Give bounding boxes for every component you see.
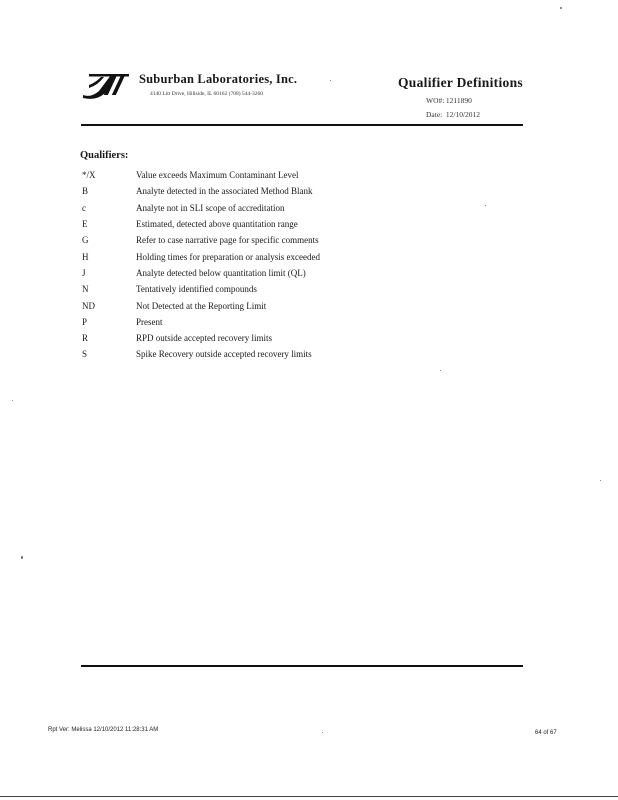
scan-speck: [485, 205, 486, 206]
qualifier-row: [82, 167, 502, 183]
scan-speck: [12, 400, 13, 401]
qualifier-row: [82, 232, 502, 248]
header-divider: [81, 124, 523, 126]
scan-speck: [440, 370, 441, 371]
qualifier-code: J: [82, 267, 86, 278]
scan-speck: [322, 732, 323, 733]
qualifier-description: Analyte detected below quantitation limit (QL): [136, 267, 306, 278]
qualifier-description: Value exceeds Maximum Contaminant Level: [136, 170, 299, 181]
document-title: Qualifier Definitions: [398, 75, 523, 90]
qualifier-code: ND: [82, 300, 95, 311]
qualifier-description: Spike Recovery outside accepted recovery limits: [136, 349, 312, 360]
footer-divider: [81, 665, 523, 667]
qualifier-description: Holding times for preparation or analysis exceeded: [136, 251, 320, 262]
qualifier-description: RPD outside accepted recovery limits: [136, 333, 272, 344]
qualifier-row: [82, 216, 502, 232]
date-value: 12/10/2012: [445, 110, 481, 119]
company-logo: [81, 71, 131, 99]
qualifier-row: [82, 330, 502, 346]
page-number: 64 of 67: [535, 730, 557, 736]
report-version-info: Rpt Ver: Melissa 12/10/2012 11:28:31 AM: [48, 727, 159, 733]
qualifier-code: H: [82, 251, 89, 262]
scan-speck: [21, 556, 23, 559]
qualifier-description: Analyte not in SLI scope of accreditation: [136, 202, 285, 213]
qualifier-code: R: [82, 333, 89, 344]
qualifier-description: Tentatively identified compounds: [136, 284, 257, 295]
qualifier-description: Analyte detected in the associated Method Blank: [136, 186, 313, 197]
qualifier-row: [82, 248, 502, 264]
qualifier-description: Not Detected at the Reporting Limit: [136, 300, 267, 311]
qualifier-code: E: [82, 219, 88, 230]
work-order-value: 1211890: [445, 96, 472, 105]
qualifier-description: Refer to case narrative page for specific comments: [136, 235, 319, 246]
qualifier-code: G: [82, 235, 89, 246]
qualifier-code: N: [82, 284, 89, 295]
work-order-label: WO#:: [426, 96, 445, 105]
qualifiers-heading: Qualifiers:: [80, 150, 129, 161]
qualifier-row: [82, 200, 502, 216]
qualifier-code: P: [82, 316, 88, 327]
qualifier-code: c: [82, 202, 86, 213]
date-line: [426, 110, 480, 119]
scan-speck: [330, 80, 331, 81]
qualifier-row: [82, 281, 502, 297]
qualifier-row: [82, 265, 502, 281]
qualifier-row: [82, 183, 502, 199]
work-order-line: [426, 96, 472, 105]
qualifier-row: [82, 297, 502, 313]
scan-edge-line: [0, 796, 618, 797]
scan-speck: [600, 480, 601, 481]
company-address: 4140 Litt Drive, Hillside, IL 60162 (708) 544-3260: [150, 91, 263, 97]
qualifier-description: Present: [136, 316, 163, 327]
company-name: Suburban Laboratories, Inc.: [139, 72, 298, 86]
qualifier-code: */X: [82, 170, 96, 181]
qualifier-row: [82, 314, 502, 330]
qualifier-code: S: [82, 349, 88, 360]
qualifier-description: Estimated, detected above quantitation range: [136, 219, 298, 230]
qualifier-list: [82, 167, 502, 363]
qualifier-row: [82, 346, 502, 362]
date-label: Date:: [426, 110, 443, 119]
scan-speck: [560, 7, 562, 9]
qualifier-code: B: [82, 186, 89, 197]
